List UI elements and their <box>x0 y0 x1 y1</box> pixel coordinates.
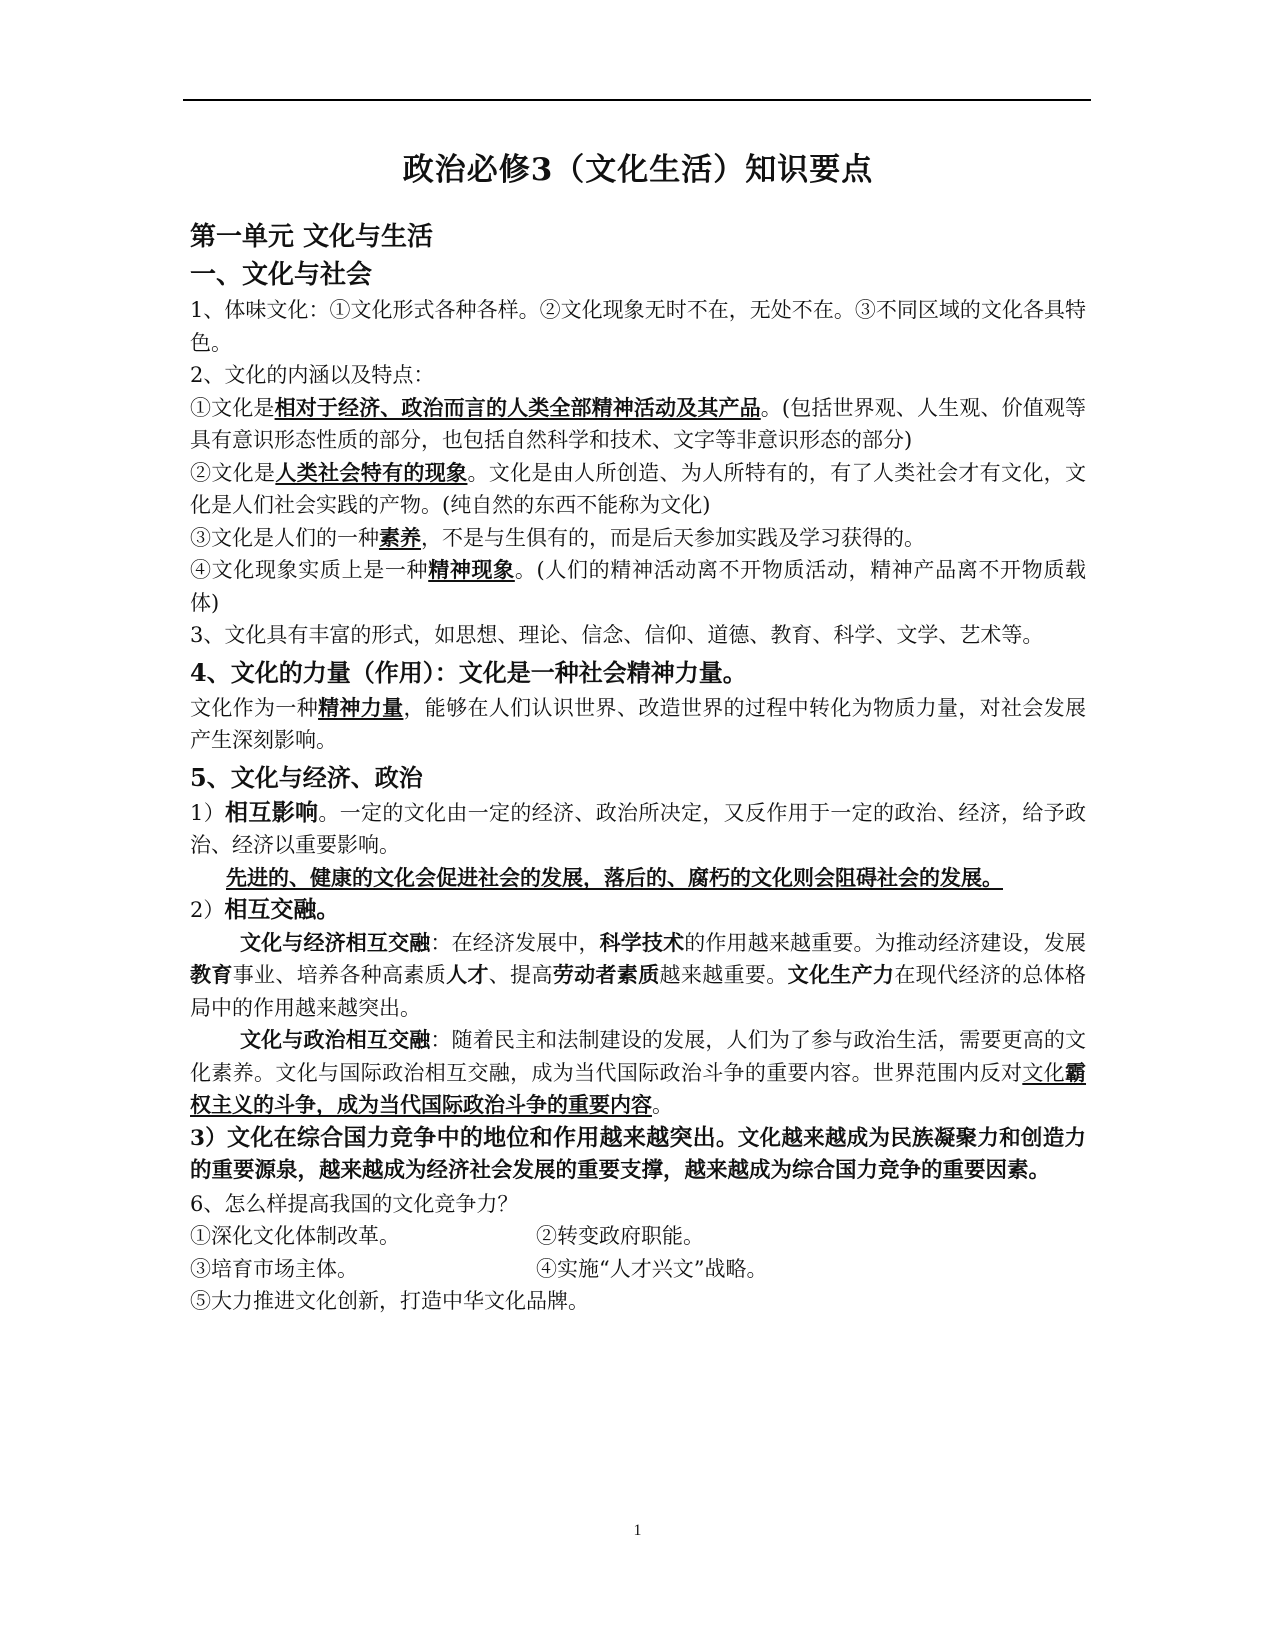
list-item: ④实施“人才兴文”战略。 <box>536 1256 768 1281</box>
paragraph-competitiveness-question: 6、怎么样提高我国的文化竞争力？ <box>190 1191 519 1216</box>
key-phrase: 精神现象 <box>428 557 515 582</box>
key-phrase: 人类社会特有的现象 <box>275 459 468 485</box>
paragraph-connotation-heading: 2、文化的内涵以及特点： <box>190 363 435 387</box>
page-number: 1 <box>633 1522 642 1539</box>
paragraph-culture-social-phenomenon: ②文化是人类社会特有的现象。文化是由人所创造、为人所特有的，有了人类社会才有文化，文化是人们社会实践的产物。(纯自然的东西不能称为文化) <box>190 459 1087 517</box>
paragraph-mutual-influence: 1）相互影响。一定的文化由一定的经济、政治所决定，又反作用于一定的政治、经济，给予政治、经济以重要影响。 <box>190 798 1087 857</box>
unit-heading: 第一单元 文化与生活 <box>190 222 434 252</box>
paragraph-culture-power: 文化作为一种精神力量，能够在人们认识世界、改造世界的过程中转化为物质力量，对社会发展产生深刻影响。 <box>190 694 1087 752</box>
list-item: ①深化文化体制改革。 <box>190 1224 400 1248</box>
measures-row-2 <box>190 1253 1086 1286</box>
point-heading-culture-power: 4、文化的力量（作用）：文化是一种社会精神力量。 <box>190 657 747 687</box>
list-item: ⑤大力推进文化创新，打造中华文化品牌。 <box>190 1289 589 1313</box>
document-title: 政治必修3（文化生活）知识要点 <box>402 152 874 188</box>
point-heading-culture-economy-politics: 5、文化与经济、政治 <box>190 762 423 792</box>
header-rule <box>183 99 1091 101</box>
paragraph-mutual-blending-heading: 2）相互交融。 <box>190 896 340 923</box>
section-heading: 一、文化与社会 <box>190 260 373 290</box>
measures-row-1 <box>190 1220 1086 1253</box>
paragraph-culture-spiritual: ④文化现象实质上是一种精神现象。(人们的精神活动离不开物质活动，精神产品离不开物质载体) <box>190 557 1087 615</box>
paragraph-culture-politics-blending: 文化与政治相互交融：随着民主和法制建设的发展，人们为了参与政治生活，需要更高的文化素养。文化与国际政治相互交融，成为当代国际政治斗争的重要内容。世界范围内反对文化霸权主义的斗争，成为当代国际政治斗争的重要内容。 <box>190 1027 1087 1117</box>
paragraph-culture-definition: ①文化是相对于经济、政治而言的人类全部精神活动及其产品。(包括世界观、人生观、价值观等具有意识形态性质的部分，也包括自然科学和技术、文字等非意识形态的部分) <box>190 394 1087 452</box>
document-body <box>190 148 1086 1318</box>
paragraph-experience-culture: 1、体味文化：①文化形式各种各样。②文化现象无时不在，无处不在。③不同区域的文化各具特色。 <box>190 298 1086 355</box>
paragraph-culture-literacy: ③文化是人们的一种素养，不是与生俱有的，而是后天参加实践及学习获得的。 <box>190 524 925 550</box>
paragraph-advanced-culture: 先进的、健康的文化会促进社会的发展，落后的、腐朽的文化则会阻碍社会的发展。 <box>226 864 1003 890</box>
key-phrase: 相对于经济、政治而言的人类全部精神活动及其产品 <box>274 394 761 420</box>
paragraph-culture-forms: 3、文化具有丰富的形式，如思想、理论、信念、信仰、道德、教育、科学、文学、艺术等。 <box>190 623 1044 647</box>
key-phrase: 素养 <box>379 524 421 550</box>
list-item: ③培育市场主体。 <box>190 1256 358 1281</box>
key-phrase: 相互影响 <box>225 798 319 826</box>
paragraph-comprehensive-power: 3）文化在综合国力竞争中的地位和作用越来越突出。文化越来越成为民族凝聚力和创造力的重要源泉，越来越成为经济社会发展的重要支撑，越来越成为综合国力竞争的重要因素。 <box>190 1123 1086 1183</box>
key-phrase: 精神力量 <box>318 694 404 720</box>
paragraph-culture-economy-blending: 文化与经济相互交融：在经济发展中，科学技术的作用越来越重要。为推动经济建设，发展教育事业、培养各种高素质人才、提高劳动者素质越来越重要。文化生产力在现代经济的总体格局中的作用越来越突出。 <box>190 929 1087 1020</box>
list-item: ②转变政府职能。 <box>536 1224 704 1248</box>
